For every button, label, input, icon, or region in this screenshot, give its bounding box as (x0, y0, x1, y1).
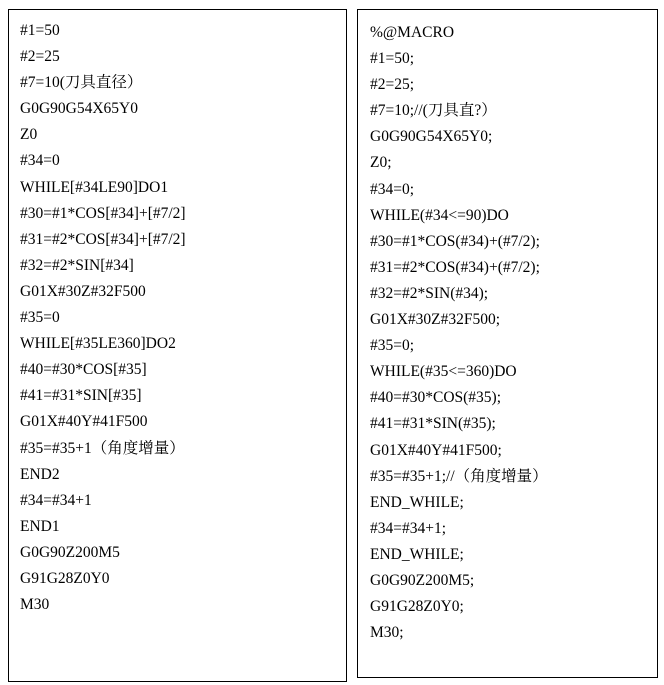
code-line: WHILE[#34LE90]DO1 (20, 178, 169, 196)
code-line: #35=#35+1;//（角度增量） (370, 467, 548, 485)
right-code-panel (357, 9, 658, 678)
code-line: G01X#40Y#41F500 (20, 413, 148, 431)
left-code-listing (20, 18, 186, 618)
code-line: G91G28Z0Y0 (20, 569, 110, 587)
code-line: G91G28Z0Y0; (370, 598, 464, 616)
code-line: #31=#2*COS(#34)+(#7/2); (370, 258, 540, 276)
code-line: #32=#2*SIN(#34); (370, 284, 489, 302)
code-line: #2=25; (370, 76, 415, 94)
code-line: #1=50 (20, 22, 60, 39)
code-line: #35=0 (20, 309, 60, 327)
code-line: G0G90Z200M5; (370, 571, 475, 589)
code-line: #34=0; (370, 180, 415, 198)
code-line: #30=#1*COS(#34)+(#7/2); (370, 232, 540, 250)
code-line: %@MACRO (370, 24, 455, 41)
code-line: END_WHILE; (370, 545, 464, 563)
code-line: G01X#30Z#32F500; (370, 311, 501, 329)
code-line: #35=#35+1（角度增量） (20, 439, 185, 457)
code-line: Z0 (20, 126, 38, 144)
code-line: WHILE[#35LE360]DO2 (20, 335, 176, 353)
code-line: END2 (20, 465, 60, 483)
code-line: G0G90G54X65Y0 (20, 100, 138, 118)
code-line: G0G90Z200M5 (20, 543, 120, 561)
code-line: Z0; (370, 154, 392, 172)
code-line: #34=0 (20, 152, 60, 170)
code-line: #30=#1*COS[#34]+[#7/2] (20, 204, 186, 222)
code-line: WHILE(#34<=90)DO (370, 206, 509, 224)
code-line: #7=10(刀具直径） (20, 74, 143, 92)
left-code-panel (8, 9, 347, 682)
code-line: #40=#30*COS[#35] (20, 361, 147, 379)
code-line: #31=#2*COS[#34]+[#7/2] (20, 230, 186, 248)
code-line: G0G90G54X65Y0; (370, 128, 493, 146)
code-line: WHILE(#35<=360)DO (370, 363, 517, 381)
code-line: #2=25 (20, 48, 60, 66)
code-line: #34=#34+1 (20, 491, 92, 509)
code-line: #34=#34+1; (370, 519, 447, 537)
code-line: #7=10;//(刀具直?） (370, 102, 497, 120)
code-line: #41=#31*SIN[#35] (20, 387, 142, 405)
code-line: #41=#31*SIN(#35); (370, 415, 496, 433)
code-line: END1 (20, 517, 60, 535)
code-line: END_WHILE; (370, 493, 464, 511)
code-line: G01X#40Y#41F500; (370, 441, 502, 459)
code-line: #32=#2*SIN[#34] (20, 256, 134, 274)
code-line: G01X#30Z#32F500 (20, 282, 146, 300)
code-line: #35=0; (370, 337, 415, 355)
right-code-listing (370, 20, 548, 646)
code-line: M30 (20, 596, 50, 614)
code-line: #1=50; (370, 50, 415, 68)
code-line: #40=#30*COS(#35); (370, 389, 502, 407)
code-line: M30; (370, 624, 404, 642)
